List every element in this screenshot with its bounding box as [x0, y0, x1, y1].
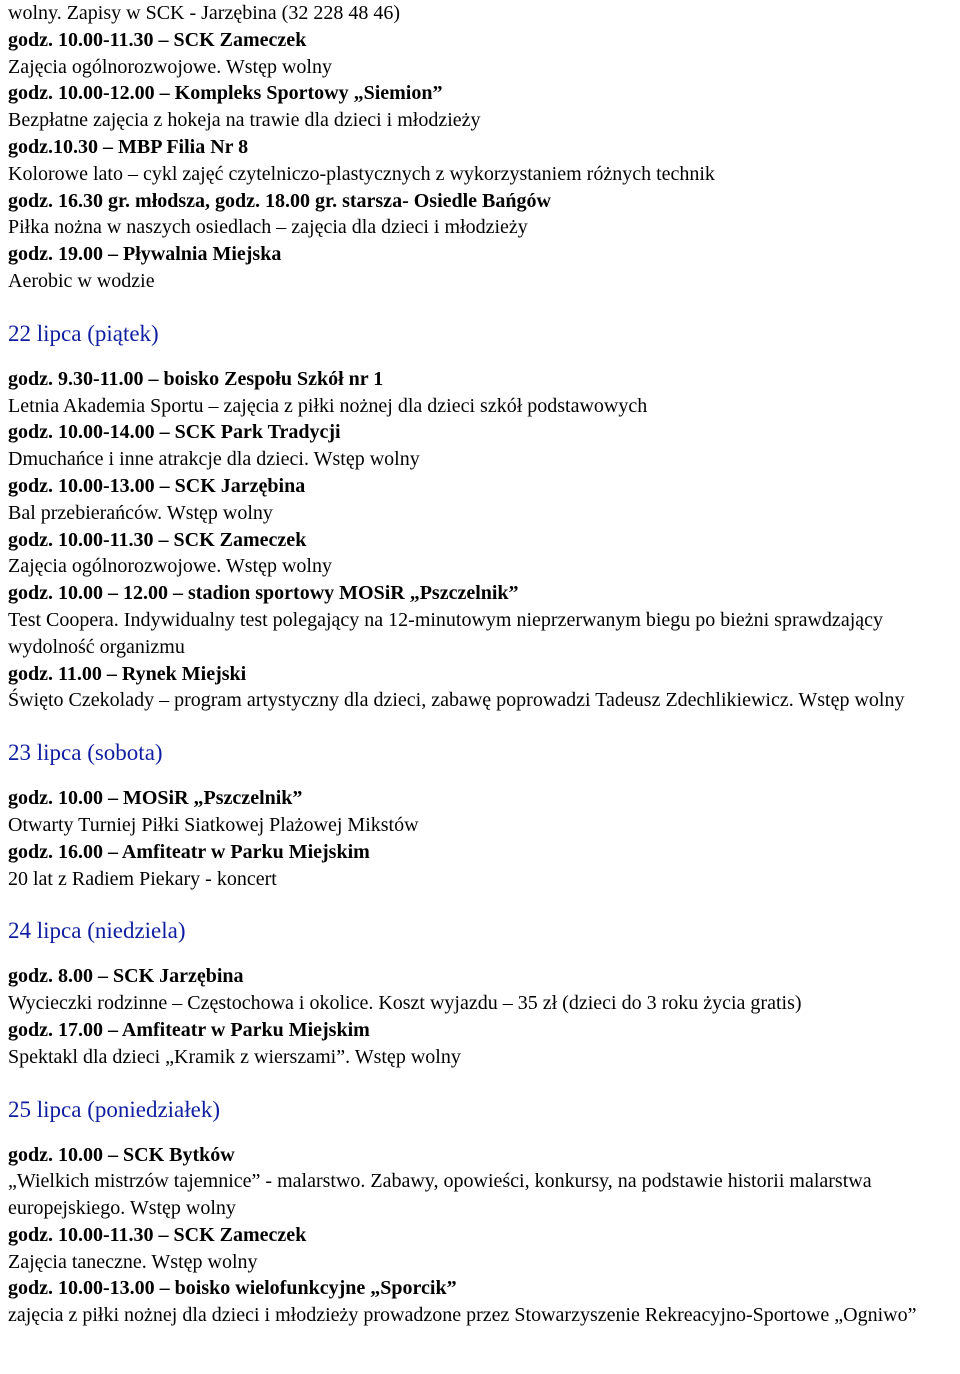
event-time-venue: godz. 10.00-11.30 – SCK Zameczek — [8, 528, 307, 551]
event-time-venue: godz. 8.00 – SCK Jarzębina — [8, 965, 244, 988]
event-description: Aerobic w wodzie — [8, 269, 155, 292]
event-description: Letnia Akademia Sportu – zajęcia z piłki nożnej dla dzieci szkół podstawowych — [8, 394, 648, 417]
event-time-venue: godz. 10.00 – MOSiR „Pszczelnik” — [8, 787, 303, 810]
event-time-venue: godz. 17.00 – Amfiteatr w Parku Miejskim — [8, 1018, 370, 1041]
event-time-venue: godz. 16.00 – Amfiteatr w Parku Miejskim — [8, 840, 370, 863]
day-heading: 24 lipca (niedziela) — [8, 918, 186, 944]
event-description: wolny. Zapisy w SCK - Jarzębina (32 228 48 46) — [8, 2, 400, 24]
event-description: Test Coopera. Indywidualny test polegający na 12-minutowym nieprzerwanym biegu po bieżni sprawdzający wydolność organizmu — [8, 608, 883, 658]
event-description: 20 lat z Radiem Piekary - koncert — [8, 867, 277, 890]
event-time-venue: godz. 11.00 – Rynek Miejski — [8, 662, 247, 685]
event-time-venue: godz. 10.00-13.00 – SCK Jarzębina — [8, 474, 306, 497]
event-time-venue: godz. 10.00-12.00 – Kompleks Sportowy „Siemion” — [8, 82, 443, 105]
event-description: Spektakl dla dzieci „Kramik z wierszami”. Wstęp wolny — [8, 1045, 461, 1068]
event-time-venue: godz. 16.30 gr. młodsza, godz. 18.00 gr. starsza- Osiedle Bańgów — [8, 189, 551, 212]
event-description: Dmuchańce i inne atrakcje dla dzieci. Wstęp wolny — [8, 448, 420, 471]
event-description: Święto Czekolady – program artystyczny dla dzieci, zabawę poprowadzi Tadeusz Zdechlikiewicz. Wstęp wolny — [8, 689, 905, 712]
day-heading: 22 lipca (piątek) — [8, 320, 159, 346]
event-description: Otwarty Turniej Piłki Siatkowej Plażowej Mikstów — [8, 813, 419, 836]
event-time-venue: godz. 10.00-11.30 – SCK Zameczek — [8, 28, 307, 51]
event-description: zajęcia z piłki nożnej dla dzieci i młodzieży prowadzone przez Stowarzyszenie Rekreacyjno-Sportowe „Ogniwo” — [8, 1304, 917, 1327]
event-description: Wycieczki rodzinne – Częstochowa i okolice. Koszt wyjazdu – 35 zł (dzieci do 3 roku życia gratis) — [8, 992, 802, 1015]
event-time-venue: godz. 10.00 – 12.00 – stadion sportowy MOSiR „Pszczelnik” — [8, 582, 519, 605]
event-time-venue: godz. 10.00-11.30 – SCK Zameczek — [8, 1223, 307, 1246]
event-time-venue: godz. 10.00-13.00 – boisko wielofunkcyjne „Sporcik” — [8, 1277, 457, 1300]
day-heading: 23 lipca (sobota) — [8, 740, 163, 766]
event-time-venue: godz. 10.00-14.00 – SCK Park Tradycji — [8, 421, 341, 444]
event-description: Piłka nożna w naszych osiedlach – zajęcia dla dzieci i młodzieży — [8, 216, 528, 239]
event-description: Zajęcia taneczne. Wstęp wolny — [8, 1250, 258, 1273]
event-time-venue: godz. 9.30-11.00 – boisko Zespołu Szkół nr 1 — [8, 367, 384, 390]
event-description: Kolorowe lato – cykl zajęć czytelniczo-plastycznych z wykorzystaniem różnych technik — [8, 162, 715, 185]
event-description: Bezpłatne zajęcia z hokeja na trawie dla dzieci i młodzieży — [8, 109, 481, 132]
event-time-venue: godz. 10.00 – SCK Bytków — [8, 1143, 235, 1166]
event-time-venue: godz. 19.00 – Pływalnia Miejska — [8, 243, 282, 266]
event-description: Bal przebierańców. Wstęp wolny — [8, 501, 273, 524]
event-description: Zajęcia ogólnorozwojowe. Wstęp wolny — [8, 55, 332, 78]
day-heading: 25 lipca (poniedziałek) — [8, 1096, 221, 1122]
event-time-venue: godz.10.30 – MBP Filia Nr 8 — [8, 135, 249, 158]
event-description: Zajęcia ogólnorozwojowe. Wstęp wolny — [8, 555, 332, 578]
event-description: „Wielkich mistrzów tajemnice” - malarstwo. Zabawy, opowieści, konkursy, na podstawie historii malarstwa europejskiego. Wstęp wolny — [8, 1170, 872, 1220]
